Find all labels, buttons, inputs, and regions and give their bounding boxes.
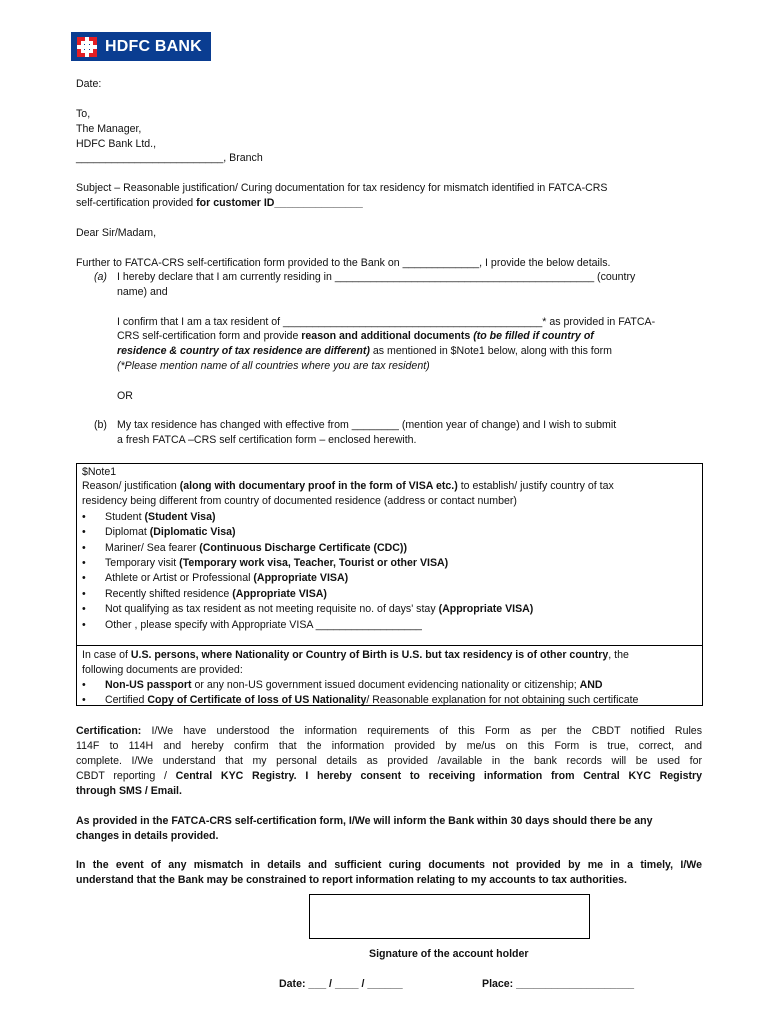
hdfc-bank-logo	[71, 32, 211, 61]
bullet-icon: •	[82, 603, 86, 615]
mismatch-line-1: In the event of any mismatch in details and sufficient curing documents not provided by me in a timely, I/We	[76, 859, 702, 871]
option-a-marker: (a)	[94, 271, 107, 283]
certification-line-2: 114F to 114H and hereby confirm that the information provided by me/us on this Form is true, correct, and	[76, 740, 702, 752]
note1-line-2: residency being different from country of documented residence (address or contact number)	[82, 495, 517, 507]
footer-place: Place: ____________________	[482, 978, 634, 990]
bullet-icon: •	[82, 526, 86, 538]
us-item-certificate: Certified Copy of Certificate of loss of US Nationality/ Reasonable explanation for not obtaining such certificate	[105, 694, 639, 706]
note1-item-recently-shifted: Recently shifted residence (Appropriate VISA)	[105, 588, 327, 600]
us-persons-line-1: In case of U.S. persons, where Nationality or Country of Birth is U.S. but tax residency is of other country, the	[82, 649, 629, 661]
note1-title: $Note1	[82, 466, 117, 478]
inform-line-2: changes in details provided.	[76, 830, 219, 842]
bullet-icon: •	[82, 619, 86, 631]
note1-item-student: Student (Student Visa)	[105, 511, 216, 523]
subject-line-2: self-certification provided for customer ID_______________	[76, 197, 363, 209]
bullet-icon: •	[82, 542, 86, 554]
mismatch-line-2: understand that the Bank may be constrained to report information relating to my accounts to tax authorities.	[76, 874, 627, 886]
note1-item-athlete: Athlete or Artist or Professional (Appropriate VISA)	[105, 572, 349, 584]
signature-box[interactable]	[309, 894, 590, 939]
brand-name: HDFC BANK	[105, 38, 202, 55]
intro-line: Further to FATCA-CRS self-certification form provided to the Bank on _____________, I provide the below details.	[76, 257, 611, 269]
subject-line-1: Subject – Reasonable justification/ Curing documentation for tax residency for mismatch identified in FATCA-CRS	[76, 182, 608, 194]
certification-line-5: through SMS / Email.	[76, 785, 182, 797]
note1-item-not-qualifying: Not qualifying as tax resident as not meeting requisite no. of days' stay (Appropriate VISA)	[105, 603, 534, 615]
option-b-line-1: My tax residence has changed with effective from ________ (mention year of change) and I wish to submit	[117, 419, 617, 431]
us-persons-line-2: following documents are provided:	[82, 664, 243, 676]
bullet-icon: •	[82, 557, 86, 569]
bullet-icon: •	[82, 511, 86, 523]
inform-line-1: As provided in the FATCA-CRS self-certification form, I/We will inform the Bank within 30 days should there be any	[76, 815, 653, 827]
bullet-icon: •	[82, 588, 86, 600]
branch-line: _________________________, Branch	[76, 152, 263, 164]
option-a-line-1: I hereby declare that I am currently residing in ____________________________________________ (country	[117, 271, 636, 283]
note1-item-diplomat: Diplomat (Diplomatic Visa)	[105, 526, 236, 538]
manager-line: The Manager,	[76, 123, 142, 135]
bank-line: HDFC Bank Ltd.,	[76, 138, 157, 150]
note1-item-temporary-visit: Temporary visit (Temporary work visa, Teacher, Tourist or other VISA)	[105, 557, 449, 569]
option-b-marker: (b)	[94, 419, 107, 431]
note1-item-mariner: Mariner/ Sea fearer (Continuous Discharge Certificate (CDC))	[105, 542, 407, 554]
bullet-icon: •	[82, 694, 86, 706]
note1-box	[76, 463, 703, 706]
to-line: To,	[76, 108, 91, 120]
us-item-passport: Non-US passport or any non-US government issued document evidencing nationality or citizenship; AND	[105, 679, 603, 691]
confirm-line-1: I confirm that I am a tax resident of ____________________________________________* as provided in FATCA-	[117, 316, 656, 328]
note1-item-other: Other , please specify with Appropriate VISA __________________	[105, 619, 422, 631]
bullet-icon: •	[82, 679, 86, 691]
signature-label: Signature of the account holder	[369, 948, 529, 960]
confirm-line-2: CRS self-certification form and provide reason and additional documents (to be filled if country of	[117, 330, 594, 342]
hdfc-square-logo-icon	[77, 37, 97, 57]
footer-date: Date: ___ / ____ / ______	[279, 978, 403, 990]
certification-line-1: Certification: I/We have understood the information requirements of this Form as per the CBDT notified Rules	[76, 725, 702, 737]
option-a-line-2: name) and	[117, 286, 168, 298]
confirm-line-3: residence & country of tax residence are different) as mentioned in $Note1 below, along with this form	[117, 345, 612, 357]
or-separator: OR	[117, 390, 133, 402]
date-label: Date:	[76, 78, 102, 90]
certification-line-3: complete. I/We understand that my personal details as provided /available in the bank records will be used for	[76, 755, 702, 767]
bullet-icon: •	[82, 572, 86, 584]
option-b-line-2: a fresh FATCA –CRS self certification form – enclosed herewith.	[117, 434, 417, 446]
tax-resident-note: (*Please mention name of all countries where you are tax resident)	[117, 360, 430, 372]
certification-line-4: CBDT reporting / Central KYC Registry. I hereby consent to receiving information from Central KYC Registry	[76, 770, 703, 782]
note1-divider	[77, 645, 702, 646]
note1-line-1: Reason/ justification (along with documentary proof in the form of VISA etc.) to establish/ justify country of tax	[82, 480, 614, 492]
salutation: Dear Sir/Madam,	[76, 227, 157, 239]
